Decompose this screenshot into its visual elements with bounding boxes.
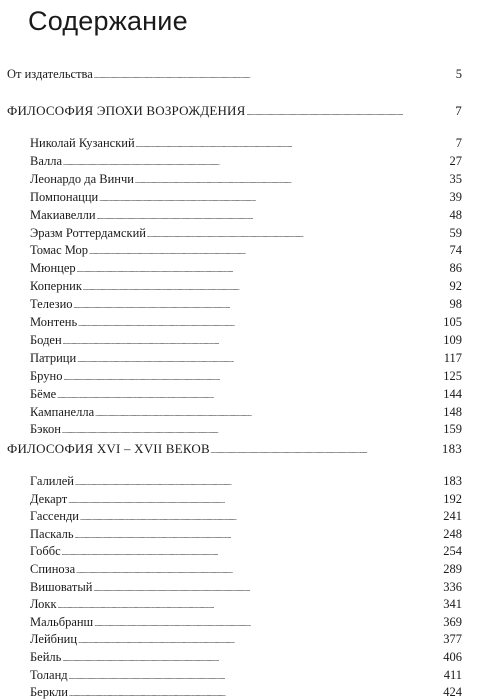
toc-entry-label: Декарт	[30, 491, 68, 506]
dot-leader	[75, 527, 443, 542]
toc-entry-page: 254	[443, 544, 462, 559]
dot-leader	[99, 190, 448, 205]
toc-entry-label: Леонардо да Винчи	[30, 171, 134, 186]
dot-leader	[62, 544, 443, 559]
toc-entry-label: Коперник	[30, 279, 82, 294]
dot-leader	[94, 615, 442, 630]
toc-entry-page: 377	[443, 632, 462, 647]
toc-entry-label: Беркли	[30, 685, 68, 700]
toc-section-heading-renaissance[interactable]	[7, 103, 462, 119]
toc-entry-label: Эразм Роттердамский	[30, 225, 146, 240]
dot-leader	[89, 243, 448, 258]
toc-entry-label: Бёме	[30, 386, 57, 401]
dot-leader	[69, 668, 443, 683]
toc-entry[interactable]	[30, 333, 462, 348]
dot-leader	[77, 261, 449, 276]
dot-leader	[74, 297, 449, 312]
toc-entry-label: Валла	[30, 153, 63, 168]
toc-entry-page: 148	[443, 404, 462, 419]
toc-entry-page: 125	[443, 368, 462, 383]
toc-entry[interactable]	[30, 527, 462, 542]
toc-entry[interactable]	[30, 351, 462, 366]
dot-leader	[77, 351, 443, 366]
toc-entry-page: 86	[449, 261, 462, 276]
toc-entry-label: Гассенди	[30, 509, 79, 524]
dot-leader	[93, 580, 442, 595]
toc-entry-label: Толанд	[30, 667, 68, 682]
toc-entry-page: 35	[449, 171, 462, 186]
toc-entry[interactable]	[30, 279, 462, 294]
toc-entry-page: 109	[443, 332, 462, 347]
toc-entry-label: Помпонацци	[30, 189, 99, 204]
toc-entry[interactable]	[30, 190, 462, 205]
toc-entry[interactable]	[30, 208, 462, 223]
dot-leader	[135, 172, 449, 187]
section-page: 183	[441, 441, 462, 456]
toc-entry[interactable]	[30, 597, 462, 612]
toc-entry-page: 39	[449, 189, 462, 204]
dot-leader	[78, 315, 442, 330]
toc-entry[interactable]	[30, 297, 462, 312]
section-page: 7	[455, 103, 462, 118]
dot-leader	[76, 562, 442, 577]
dot-leader	[97, 208, 449, 223]
toc-entry[interactable]	[30, 172, 462, 187]
dot-leader	[95, 405, 442, 420]
toc-entry-front[interactable]	[7, 67, 462, 82]
toc-entry-page: 369	[443, 614, 462, 629]
toc-entry[interactable]	[30, 422, 462, 437]
toc-entry[interactable]	[30, 562, 462, 577]
toc-entry-page: 144	[443, 386, 462, 401]
section-label: ФИЛОСОФИЯ XVI – XVII ВЕКОВ	[7, 441, 210, 456]
toc-entry-page: 117	[443, 350, 462, 365]
page-title: Содержание	[28, 6, 188, 36]
dot-leader	[68, 492, 442, 507]
dot-leader	[83, 279, 449, 294]
toc-entry-page: 27	[449, 153, 462, 168]
toc-entry[interactable]	[30, 632, 462, 647]
toc-entry-label: Бэкон	[30, 422, 61, 437]
toc-entry-page: 7	[455, 136, 462, 150]
toc-entry[interactable]	[30, 226, 462, 241]
toc-entry[interactable]	[30, 668, 462, 683]
toc-entry-label: Патрици	[30, 350, 77, 365]
toc-entry-label: Макиавелли	[30, 207, 96, 222]
dot-leader	[58, 597, 443, 612]
toc-entry-page: 5	[455, 67, 462, 81]
toc-entry[interactable]	[30, 154, 462, 169]
toc-entry-page: 424	[443, 685, 462, 700]
toc-entry[interactable]	[30, 650, 462, 665]
toc-entry-page: 48	[449, 207, 462, 222]
toc-entry-label: Спиноза	[30, 562, 76, 576]
toc-entry[interactable]	[30, 315, 462, 330]
toc-entry-page: 248	[443, 526, 462, 541]
toc-entry-page: 92	[449, 279, 462, 294]
toc-entry-page: 98	[449, 297, 462, 312]
toc-entry-label: Гоббс	[30, 544, 61, 559]
dot-leader	[62, 422, 442, 437]
dot-leader	[63, 154, 448, 169]
dot-leader	[80, 509, 442, 524]
toc-entry-page: 336	[443, 579, 462, 594]
dot-leader	[94, 67, 455, 82]
toc-entry-page: 241	[443, 509, 462, 524]
dot-leader	[136, 136, 455, 151]
toc-entry-label: Вишоватый	[30, 579, 93, 594]
toc-entry-label: Бейль	[30, 650, 62, 664]
dot-leader	[147, 226, 449, 241]
toc-entry[interactable]	[30, 405, 462, 420]
toc-entry-page: 183	[443, 474, 462, 488]
toc-entry-page: 406	[443, 650, 462, 664]
toc-entry-label: Кампанелла	[30, 404, 95, 419]
dot-leader	[78, 632, 442, 647]
toc-entry[interactable]	[30, 544, 462, 559]
dot-leader	[211, 441, 441, 457]
toc-section-heading-16-17-century[interactable]	[7, 441, 462, 457]
toc-entry[interactable]	[30, 243, 462, 258]
toc-entry-label: Николай Кузанский	[30, 136, 135, 150]
toc-entry[interactable]	[30, 474, 462, 489]
dot-leader	[63, 333, 443, 348]
toc-entry-label: Локк	[30, 597, 57, 612]
toc-entry[interactable]	[30, 580, 462, 595]
toc-entry-label: Телезио	[30, 297, 73, 312]
toc-entry[interactable]	[30, 615, 462, 630]
toc-entry[interactable]	[30, 369, 462, 384]
dot-leader	[247, 103, 455, 119]
toc-entry-label: Мюнцер	[30, 261, 76, 276]
dot-leader	[62, 650, 442, 665]
toc-entry[interactable]	[30, 387, 462, 402]
toc-entry-page: 341	[443, 597, 462, 612]
toc-entry-page: 411	[443, 667, 462, 682]
dot-leader	[75, 474, 442, 489]
toc-entry[interactable]	[30, 492, 462, 507]
toc-entry-label: Мальбранш	[30, 614, 94, 629]
toc-entry-label: Лейбниц	[30, 632, 78, 647]
dot-leader	[57, 387, 442, 402]
dot-leader	[69, 685, 442, 700]
section-label: ФИЛОСОФИЯ ЭПОХИ ВОЗРОЖДЕНИЯ	[7, 103, 246, 118]
toc-entry[interactable]	[30, 509, 462, 524]
toc-entry-label: Боден	[30, 332, 62, 347]
toc-entry[interactable]	[30, 136, 462, 151]
toc-entry-label: Томас Мор	[30, 243, 89, 258]
toc-entry-label: Паскаль	[30, 526, 74, 541]
toc-entry[interactable]	[30, 261, 462, 276]
dot-leader	[63, 369, 442, 384]
toc-entry-label: Галилей	[30, 474, 74, 488]
toc-entry-page: 289	[443, 562, 462, 576]
toc-entry-page: 105	[443, 315, 462, 329]
toc-entry[interactable]	[30, 685, 462, 700]
toc-entry-label: Бруно	[30, 368, 63, 383]
toc-entry-page: 192	[443, 491, 462, 506]
toc-entry-page: 59	[449, 225, 462, 240]
toc-entry-page: 159	[443, 422, 462, 437]
toc-entry-label: Монтень	[30, 315, 78, 329]
toc-entry-label: От издательства	[7, 67, 93, 81]
toc-entry-page: 74	[449, 243, 462, 258]
